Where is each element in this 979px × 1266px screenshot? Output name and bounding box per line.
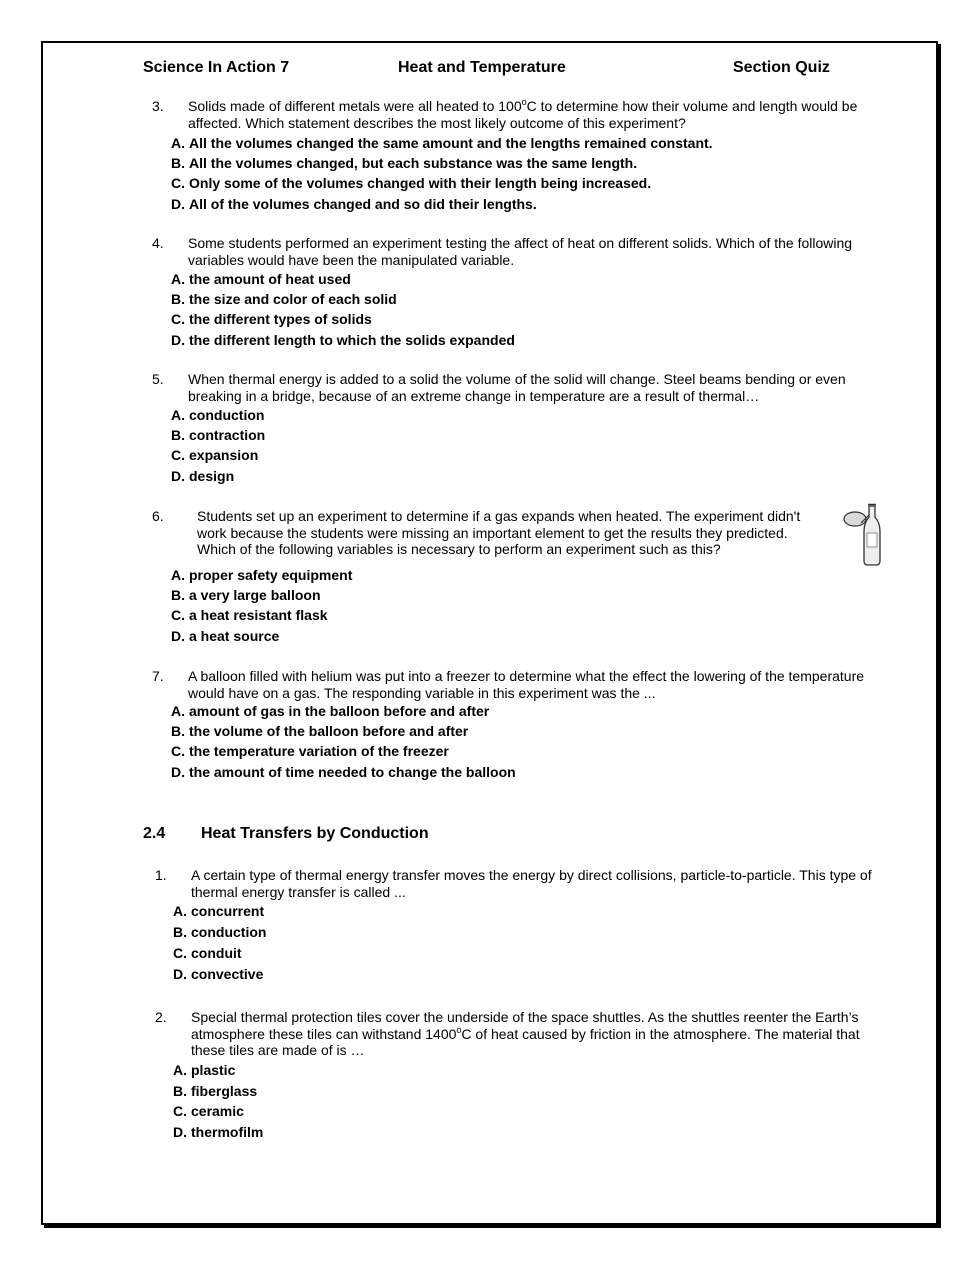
option: B. fiberglass	[173, 1082, 258, 1099]
question-number: 6.	[152, 508, 164, 524]
options-q5	[171, 405, 265, 486]
balloon-flask-icon	[841, 503, 885, 567]
question-number: 5.	[152, 371, 164, 387]
options-section-q1	[173, 901, 266, 985]
option: D. a heat source	[171, 627, 280, 644]
option: C. ceramic	[173, 1103, 244, 1119]
option: C. expansion	[171, 447, 259, 464]
option: A. conduction	[171, 407, 265, 423]
option: D. thermofilm	[173, 1123, 264, 1140]
options-section-q2	[173, 1060, 263, 1142]
options-q7	[171, 701, 516, 782]
option: A. amount of gas in the balloon before and after	[171, 703, 490, 719]
option: A. proper safety equipment	[171, 567, 353, 583]
question-number: 4.	[152, 235, 164, 251]
option: C. Only some of the volumes changed with their length being increased.	[171, 175, 652, 192]
option: C. the different types of solids	[171, 311, 372, 328]
quiz-type: Section Quiz	[733, 59, 830, 76]
option: D. the different length to which the solids expanded	[171, 331, 515, 348]
unit-title: Heat and Temperature	[398, 59, 566, 76]
section-number: 2.4	[143, 825, 166, 842]
option: A. plastic	[173, 1062, 236, 1078]
options-q6	[171, 565, 352, 646]
section-title: Heat Transfers by Conduction	[201, 825, 429, 842]
options-q3	[171, 133, 713, 214]
option: A. All the volumes changed the same amount and the lengths remained constant.	[171, 135, 713, 151]
option: C. the temperature variation of the freezer	[171, 743, 449, 760]
question-text: When thermal energy is added to a solid the volume of the solid will change. Steel beams bending or even breaking in a bridge, because of an extreme change in temperature are a result of thermal…	[188, 371, 846, 404]
question-number: 7.	[152, 668, 164, 684]
option: D. design	[171, 467, 235, 484]
question-text: A balloon filled with helium was put into a freezer to determine what the effect the lowering of the temperature would have on a gas. The responding variable in this experiment was the ...	[188, 668, 865, 701]
option: D. the amount of time needed to change the balloon	[171, 763, 516, 780]
option: B. the volume of the balloon before and after	[171, 723, 469, 740]
question-text: Students set up an experiment to determine if a gas expands when heated. The experiment didn't work because the students were missing an important element to get the results they predicted. Which of the following variables is necessary to perform an experiment such as this?	[197, 508, 801, 557]
question-number: 3.	[152, 98, 164, 114]
question-text: Solids made of different metals were all heated to 100$^o$C to determine how their volume and length would be affected. Which statement describes the most likely outcome of this experiment?	[188, 97, 858, 131]
options-q4	[171, 269, 515, 350]
option: B. the size and color of each solid	[171, 291, 397, 308]
option: A. the amount of heat used	[171, 271, 351, 287]
option: D. All of the volumes changed and so did their lengths.	[171, 195, 537, 212]
option: B. conduction	[173, 924, 267, 940]
option: A. concurrent	[173, 903, 265, 919]
question-number: 1.	[155, 867, 167, 883]
question-number: 2.	[155, 1009, 167, 1025]
course-title: Science In Action 7	[143, 59, 290, 76]
option: C. conduit	[173, 945, 242, 961]
option: B. All the volumes changed, but each substance was the same length.	[171, 155, 638, 172]
option: B. contraction	[171, 427, 266, 444]
option: B. a very large balloon	[171, 587, 321, 604]
question-text: Some students performed an experiment testing the affect of heat on different solids. Which of the following variables would have been the manipulated variable.	[188, 235, 853, 268]
option: C. a heat resistant flask	[171, 607, 328, 624]
question-text: A certain type of thermal energy transfer moves the energy by direct collisions, particle-to-particle. This type of thermal energy transfer is called ...	[191, 867, 872, 900]
question-text: Special thermal protection tiles cover the underside of the space shuttles. As the shuttles reenter the Earth’s atmosphere these tiles can withstand 1400$^o$C of heat caused by friction in the atmosphere. The material that these tiles are made of is …	[191, 1009, 860, 1058]
option: D. convective	[173, 966, 264, 982]
